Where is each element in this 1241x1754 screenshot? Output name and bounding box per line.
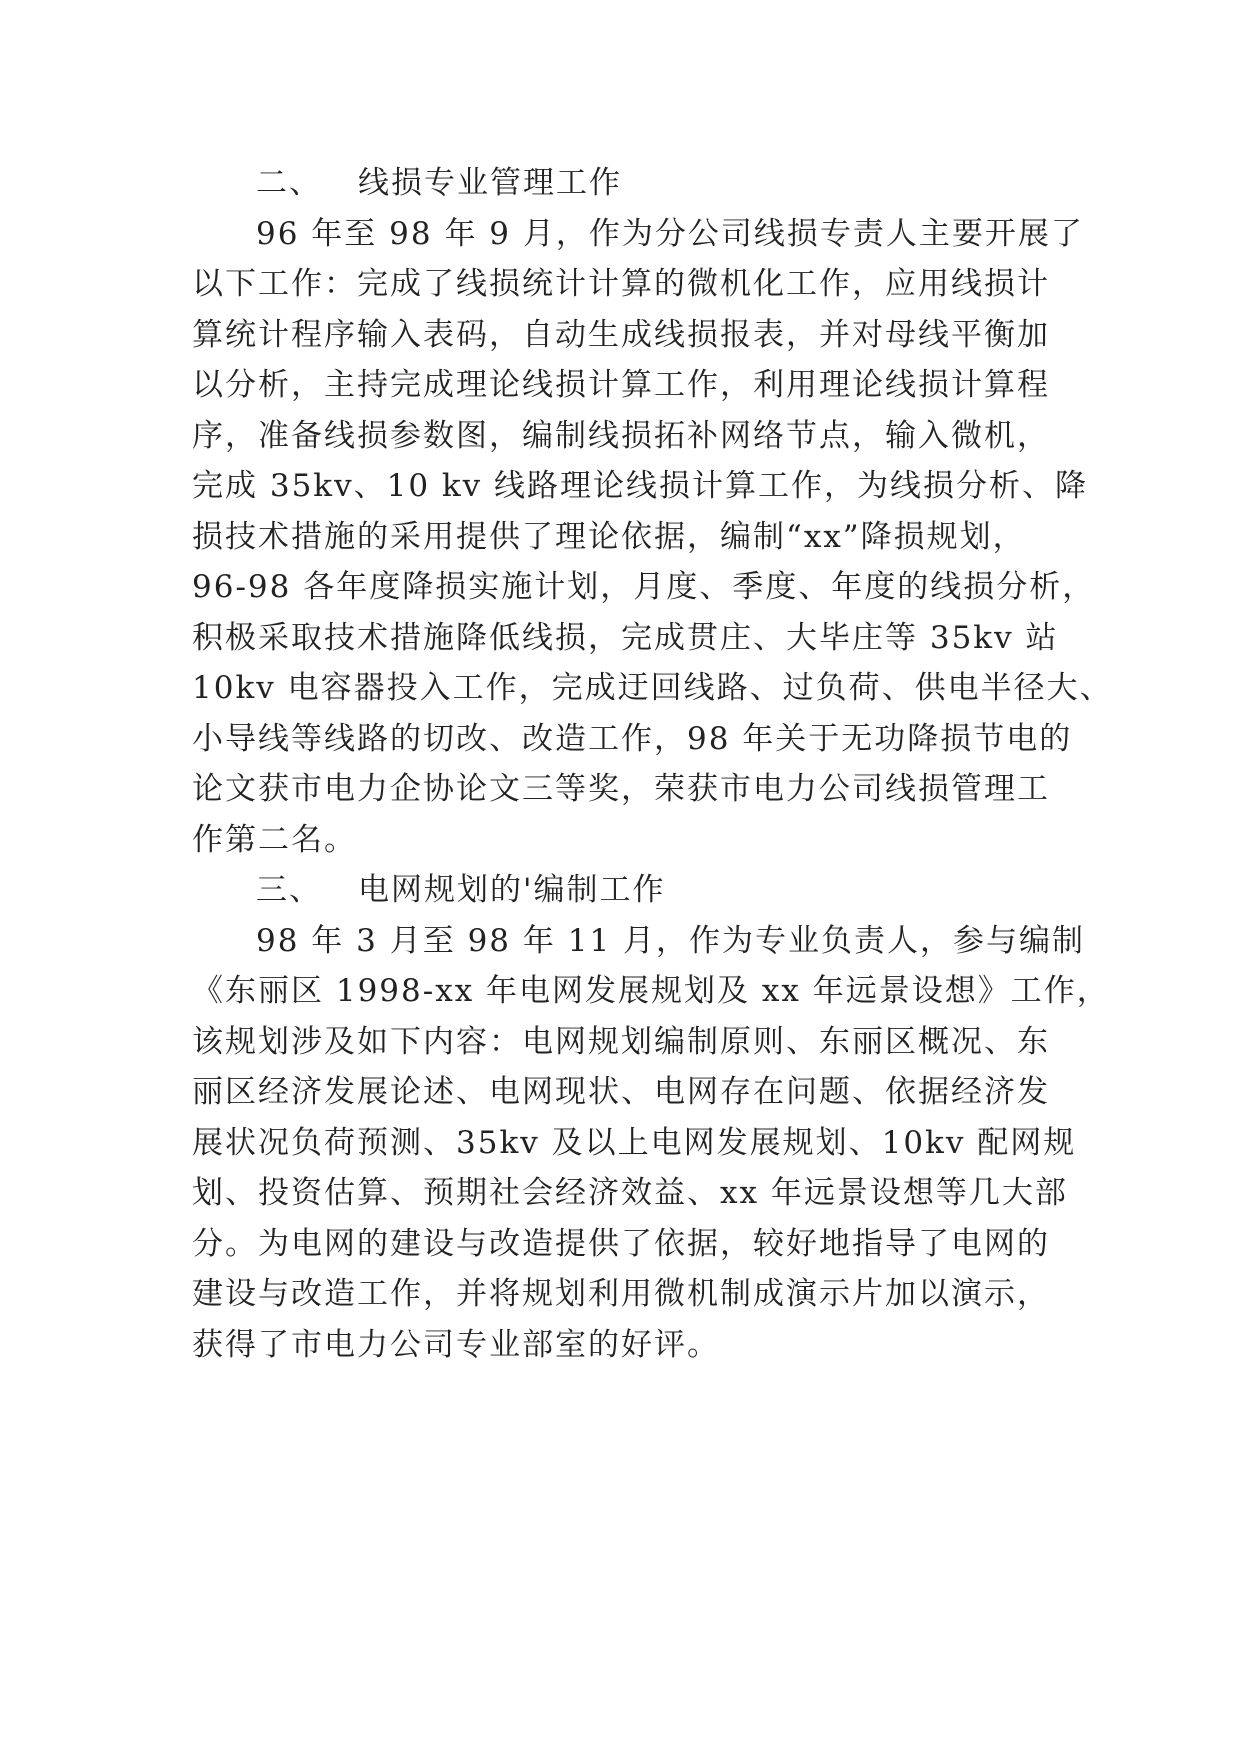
paragraph-line: 建设与改造工作，并将规划利用微机制成演示片加以演示， — [192, 1276, 1050, 1312]
paragraph-line: 以分析，主持完成理论线损计算工作，利用理论线损计算程 — [192, 367, 1050, 403]
paragraph-line: 96 年至 98 年 9 月，作为分公司线损专责人主要开展了 — [256, 216, 1084, 252]
paragraph-line: 获得了市电力公司专业部室的好评。 — [192, 1327, 720, 1363]
section-number: 三、 — [256, 872, 322, 908]
paragraph-line: 《东丽区 1998-xx 年电网发展规划及 xx 年远景设想》工作， — [192, 973, 1110, 1009]
paragraph-line: 序，准备线损参数图，编制线损拓补网络节点，输入微机， — [192, 418, 1050, 454]
paragraph-line: 丽区经济发展论述、电网现状、电网存在问题、依据经济发 — [192, 1074, 1050, 1110]
paragraph-line: 完成 35kv、10 kv 线路理论线损计算工作，为线损分析、降 — [192, 468, 1089, 504]
paragraph-line: 98 年 3 月至 98 年 11 月，作为专业负责人，参与编制 — [256, 923, 1086, 959]
paragraph-line: 小导线等线路的切改、改造工作，98 年关于无功降损节电的 — [192, 721, 1073, 757]
section-title: 线损专业管理工作 — [358, 165, 622, 201]
paragraph-line: 以下工作：完成了线损统计计算的微机化工作，应用线损计 — [192, 266, 1050, 302]
paragraph-line: 作第二名。 — [192, 822, 357, 858]
section-heading — [256, 162, 622, 204]
paragraph-line: 论文获市电力企协论文三等奖，荣获市电力公司线损管理工 — [192, 771, 1050, 807]
section-heading — [256, 869, 666, 911]
paragraph-line: 96-98 各年度降损实施计划，月度、季度、年度的线损分析， — [192, 569, 1096, 605]
paragraph-line: 积极采取技术措施降低线损，完成贯庄、大毕庄等 35kv 站 — [192, 620, 1059, 656]
paragraph-line: 划、投资估算、预期社会经济效益、xx 年远景设想等几大部 — [192, 1175, 1068, 1211]
paragraph-line: 损技术措施的采用提供了理论依据，编制“xx”降损规划， — [192, 519, 1026, 555]
paragraph-line: 10kv 电容器投入工作，完成迂回线路、过负荷、供电半径大、 — [192, 670, 1113, 706]
section-number: 二、 — [256, 165, 322, 201]
section-title: 电网规划的'编制工作 — [358, 872, 666, 908]
paragraph-line: 算统计程序输入表码，自动生成线损报表，并对母线平衡加 — [192, 317, 1050, 353]
paragraph-line: 分。为电网的建设与改造提供了依据，较好地指导了电网的 — [192, 1226, 1050, 1262]
paragraph-line: 该规划涉及如下内容：电网规划编制原则、东丽区概况、东 — [192, 1024, 1050, 1060]
paragraph-line: 展状况负荷预测、35kv 及以上电网发展规划、10kv 配网规 — [192, 1125, 1077, 1161]
